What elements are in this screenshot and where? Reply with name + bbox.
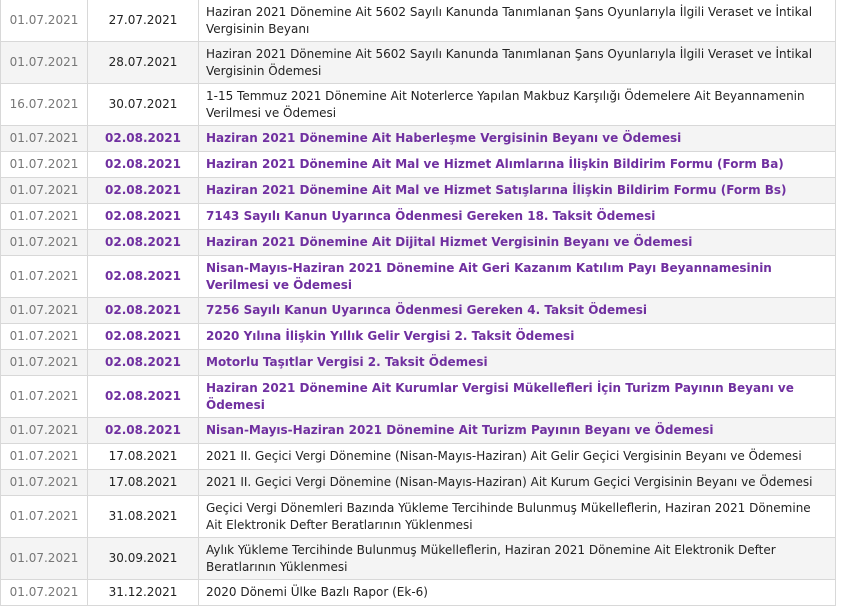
due-date-cell: 30.07.2021 (88, 84, 199, 126)
table-row (1, 376, 836, 418)
description-cell: Haziran 2021 Dönemine Ait Dijital Hizmet Vergisinin Beyanı ve Ödemesi (199, 230, 836, 256)
start-date-cell: 01.07.2021 (1, 42, 88, 84)
description-cell: 2021 II. Geçici Vergi Dönemine (Nisan-Mayıs-Haziran) Ait Gelir Geçici Vergisinin Beyanı ve Ödemesi (199, 444, 836, 470)
description-cell: 2020 Dönemi Ülke Bazlı Rapor (Ek-6) (199, 580, 836, 606)
description-cell: Aylık Yükleme Tercihinde Bulunmuş Mükelleflerin, Haziran 2021 Dönemine Ait Elektronik Defter Beratlarının Yüklenmesi (199, 538, 836, 580)
start-date-cell: 01.07.2021 (1, 256, 88, 298)
description-cell: 7256 Sayılı Kanun Uyarınca Ödenmesi Gereken 4. Taksit Ödemesi (199, 298, 836, 324)
description-cell: Haziran 2021 Dönemine Ait Mal ve Hizmet Alımlarına İlişkin Bildirim Formu (Form Ba) (199, 152, 836, 178)
start-date-cell: 01.07.2021 (1, 126, 88, 152)
due-date-cell: 02.08.2021 (88, 256, 199, 298)
due-date-cell: 17.08.2021 (88, 444, 199, 470)
description-cell: 1-15 Temmuz 2021 Dönemine Ait Noterlerce Yapılan Makbuz Karşılığı Ödemelere Ait Beyannamenin Verilmesi ve Ödemesi (199, 84, 836, 126)
start-date-cell: 01.07.2021 (1, 376, 88, 418)
due-date-cell: 28.07.2021 (88, 42, 199, 84)
description-cell: Motorlu Taşıtlar Vergisi 2. Taksit Ödemesi (199, 350, 836, 376)
table-row (1, 204, 836, 230)
start-date-cell: 01.07.2021 (1, 350, 88, 376)
due-date-cell: 02.08.2021 (88, 298, 199, 324)
start-date-cell: 01.07.2021 (1, 470, 88, 496)
description-cell: Haziran 2021 Dönemine Ait Mal ve Hizmet Satışlarına İlişkin Bildirim Formu (Form Bs) (199, 178, 836, 204)
due-date-cell: 02.08.2021 (88, 230, 199, 256)
table-row (1, 0, 836, 42)
start-date-cell: 01.07.2021 (1, 580, 88, 606)
table-row (1, 470, 836, 496)
start-date-cell: 01.07.2021 (1, 0, 88, 42)
start-date-cell: 01.07.2021 (1, 444, 88, 470)
start-date-cell: 01.07.2021 (1, 298, 88, 324)
start-date-cell: 01.07.2021 (1, 178, 88, 204)
due-date-cell: 30.09.2021 (88, 538, 199, 580)
table-row (1, 496, 836, 538)
start-date-cell: 01.07.2021 (1, 418, 88, 444)
due-date-cell: 02.08.2021 (88, 324, 199, 350)
table-row (1, 350, 836, 376)
description-cell: Haziran 2021 Dönemine Ait Kurumlar Vergisi Mükellefleri İçin Turizm Payının Beyanı ve Ödemesi (199, 376, 836, 418)
table-row (1, 178, 836, 204)
due-date-cell: 27.07.2021 (88, 0, 199, 42)
due-date-cell: 31.08.2021 (88, 496, 199, 538)
due-date-cell: 31.12.2021 (88, 580, 199, 606)
table-row (1, 324, 836, 350)
due-date-cell: 02.08.2021 (88, 152, 199, 178)
table-row (1, 580, 836, 606)
description-cell: 2021 II. Geçici Vergi Dönemine (Nisan-Mayıs-Haziran) Ait Kurum Geçici Vergisinin Beyanı ve Ödemesi (199, 470, 836, 496)
table-row (1, 256, 836, 298)
description-cell: Geçici Vergi Dönemleri Bazında Yükleme Tercihinde Bulunmuş Mükelleflerin, Haziran 2021 Dönemine Ait Elektronik Defter Beratlarının Yüklenmesi (199, 496, 836, 538)
due-date-cell: 17.08.2021 (88, 470, 199, 496)
table-row (1, 84, 836, 126)
start-date-cell: 01.07.2021 (1, 538, 88, 580)
due-date-cell: 02.08.2021 (88, 350, 199, 376)
description-cell: Haziran 2021 Dönemine Ait 5602 Sayılı Kanunda Tanımlanan Şans Oyunlarıyla İlgili Veraset ve İntikal Vergisinin Ödemesi (199, 42, 836, 84)
table-row (1, 418, 836, 444)
table-row (1, 152, 836, 178)
description-cell: 7143 Sayılı Kanun Uyarınca Ödenmesi Gereken 18. Taksit Ödemesi (199, 204, 836, 230)
due-date-cell: 02.08.2021 (88, 418, 199, 444)
description-cell: Haziran 2021 Dönemine Ait 5602 Sayılı Kanunda Tanımlanan Şans Oyunlarıyla İlgili Veraset ve İntikal Vergisinin Beyanı (199, 0, 836, 42)
start-date-cell: 01.07.2021 (1, 204, 88, 230)
table-row (1, 42, 836, 84)
start-date-cell: 01.07.2021 (1, 324, 88, 350)
start-date-cell: 01.07.2021 (1, 230, 88, 256)
due-date-cell: 02.08.2021 (88, 376, 199, 418)
table-row (1, 538, 836, 580)
table-row (1, 126, 836, 152)
start-date-cell: 01.07.2021 (1, 496, 88, 538)
table-row (1, 230, 836, 256)
description-cell: Nisan-Mayıs-Haziran 2021 Dönemine Ait Turizm Payının Beyanı ve Ödemesi (199, 418, 836, 444)
description-cell: 2020 Yılına İlişkin Yıllık Gelir Vergisi 2. Taksit Ödemesi (199, 324, 836, 350)
due-date-cell: 02.08.2021 (88, 126, 199, 152)
description-cell: Nisan-Mayıs-Haziran 2021 Dönemine Ait Geri Kazanım Katılım Payı Beyannamesinin Verilmesi ve Ödemesi (199, 256, 836, 298)
table-row (1, 444, 836, 470)
due-date-cell: 02.08.2021 (88, 204, 199, 230)
tax-calendar-body (1, 0, 836, 606)
table-row (1, 298, 836, 324)
start-date-cell: 16.07.2021 (1, 84, 88, 126)
description-cell: Haziran 2021 Dönemine Ait Haberleşme Vergisinin Beyanı ve Ödemesi (199, 126, 836, 152)
due-date-cell: 02.08.2021 (88, 178, 199, 204)
start-date-cell: 01.07.2021 (1, 152, 88, 178)
